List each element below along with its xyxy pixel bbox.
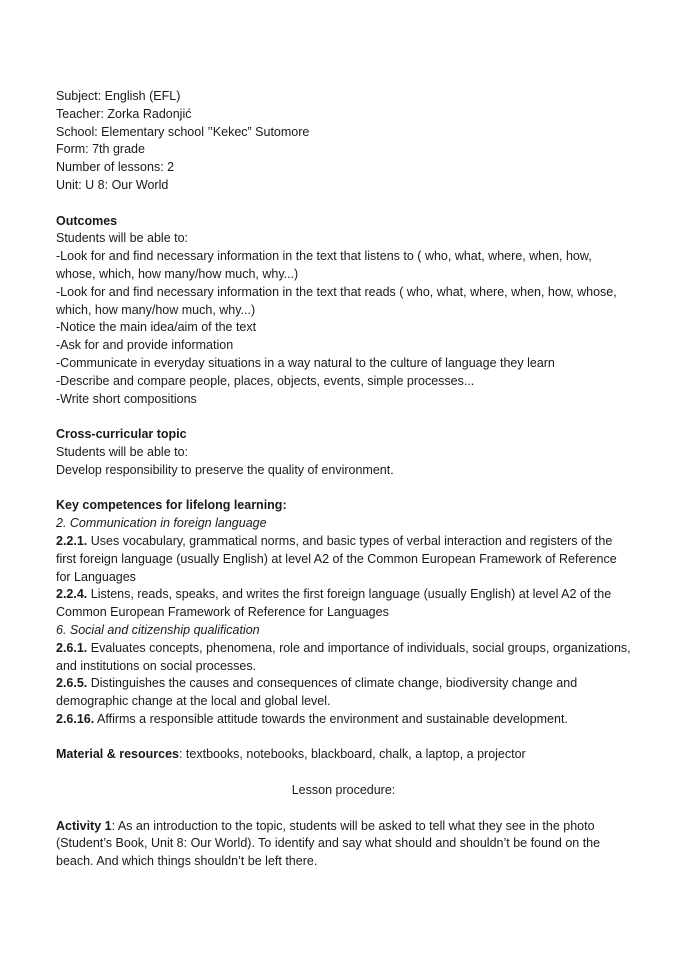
cross-curricular-section [56, 426, 631, 479]
form-line: Form: 7th grade [56, 142, 145, 157]
competence-text: Uses vocabulary, grammatical norms, and basic types of verbal interaction and registers of the first foreign language (usually English) at level A2 of the Common European Framework of Reference for Languages [56, 533, 617, 584]
teacher-line: Teacher: Zorka Radonjić [56, 106, 192, 121]
competence-code: 2.6.16. [56, 711, 95, 726]
competence-text: Listens, reads, speaks, and writes the first foreign language (usually English) at level A2 of the Common European Framework of Reference for Languages [56, 587, 612, 620]
lessons-line: Number of lessons: 2 [56, 160, 175, 175]
spacer [56, 408, 631, 426]
competence-text: Affirms a responsible attitude towards the environment and sustainable development. [94, 711, 568, 726]
competences-heading: Key competences for lifelong learning: [56, 498, 287, 513]
outcome-item: -Notice the main idea/aim of the text [56, 320, 257, 335]
spacer [56, 195, 631, 213]
cross-intro: Students will be able to: [56, 444, 189, 459]
lesson-plan-document [56, 88, 631, 871]
competence-code: 2.2.4. [56, 587, 88, 602]
competence-code: 2.6.1. [56, 640, 88, 655]
outcome-item: -Look for and find necessary information in the text that listens to ( who, what, where, when, how, whose, which, how many/how much, why...) [56, 249, 592, 281]
activity-1 [56, 818, 631, 871]
school-line: School: Elementary school ’’Kekec” Sutomore [56, 124, 310, 139]
competence-group-heading: 6. Social and citizenship qualification [56, 622, 260, 637]
activity-text: : As an introduction to the topic, students will be asked to tell what they see in the photo (Student’s Book, Unit 8: Our World). To identify and say what should and shouldn’t be found on the beach. And which things shouldn’t be left there. [56, 818, 601, 869]
competence-item [56, 586, 631, 622]
competence-item [56, 675, 631, 711]
competence-item [56, 711, 631, 729]
cross-heading: Cross-curricular topic [56, 427, 187, 442]
outcome-item: -Communicate in everyday situations in a way natural to the culture of language they learn [56, 355, 555, 370]
material-label: Material & resources [56, 747, 179, 762]
outcomes-heading: Outcomes [56, 213, 118, 228]
competence-text: Evaluates concepts, phenomena, role and importance of individuals, social groups, organizations, and institutions on social processes. [56, 640, 631, 673]
outcome-item: -Write short compositions [56, 391, 197, 406]
material-text: : textbooks, notebooks, blackboard, chalk, a laptop, a projector [178, 747, 526, 762]
spacer [56, 729, 631, 747]
competences-section [56, 497, 631, 728]
header-block [56, 88, 631, 195]
subject-line: Subject: English (EFL) [56, 89, 181, 103]
spacer [56, 764, 631, 782]
competence-group-heading: 2. Communication in foreign language [56, 516, 267, 531]
material-line [56, 746, 631, 764]
spacer [56, 480, 631, 498]
outcomes-section [56, 213, 631, 409]
competence-code: 2.2.1. [56, 533, 88, 548]
outcome-item: -Ask for and provide information [56, 338, 234, 353]
competence-text: Distinguishes the causes and consequences of climate change, biodiversity change and demographic change at the local and global level. [56, 676, 578, 709]
cross-text: Develop responsibility to preserve the quality of environment. [56, 462, 394, 477]
procedure-heading: Lesson procedure: [291, 783, 396, 798]
outcomes-intro: Students will be able to: [56, 231, 189, 246]
spacer [56, 800, 631, 818]
activity-label: Activity 1 [56, 818, 112, 833]
competence-code: 2.6.5. [56, 676, 88, 691]
unit-line: Unit: U 8: Our World [56, 177, 169, 192]
competence-item [56, 640, 631, 676]
outcome-item: -Look for and find necessary information in the text that reads ( who, what, where, when, how, whose, which, how many/how much, why...) [56, 284, 617, 317]
competence-item [56, 533, 631, 586]
outcome-item: -Describe and compare people, places, objects, events, simple processes... [56, 373, 475, 388]
